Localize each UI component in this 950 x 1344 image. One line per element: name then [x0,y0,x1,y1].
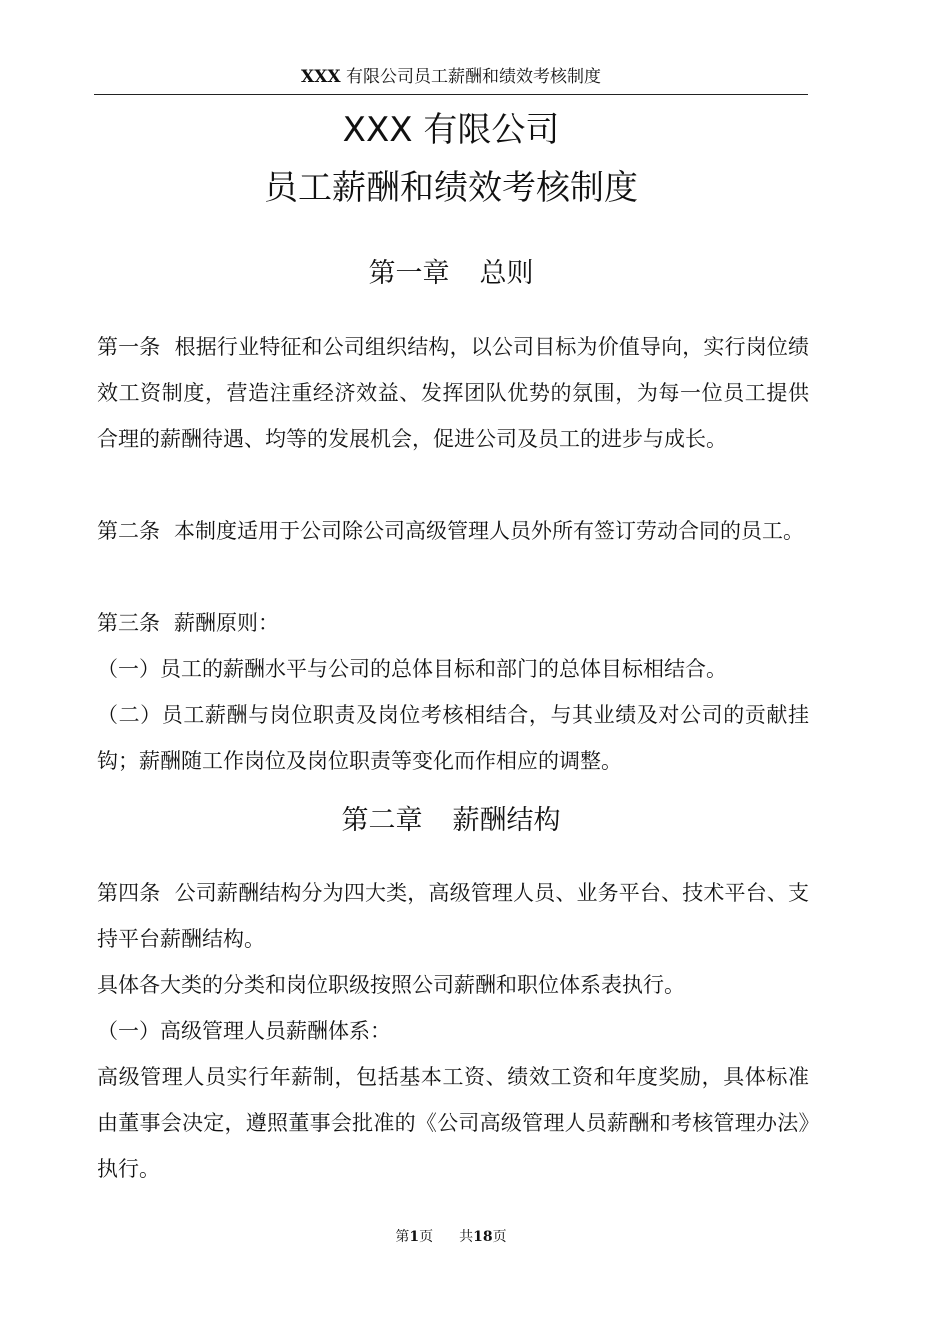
article-1-text: 根据行业特征和公司组织结构，以公司目标为价值导向，实行岗位绩效工资制度，营造注重经济效益、发挥团队优势的氛围，为每一位员工提供合理的薪酬待遇、均等的发展机会，促进公司及员工的进步与成长。 [97,335,810,451]
principle-item-2: （二）员工薪酬与岗位职责及岗位考核相结合，与其业绩及对公司的贡献挂钩；薪酬随工作岗位及岗位职责等变化而作相应的调整。 [97,703,809,773]
footer-page-number: 1 [409,1229,420,1245]
article-2 [97,508,809,554]
header-company: XXX [301,67,341,87]
article-4 [97,870,809,962]
chapter-1-name: 总则 [479,258,534,289]
chapter-2-name: 薪酬结构 [452,805,561,836]
chapter-2-number: 第二章 [341,805,423,836]
chapter-1-heading [94,256,808,292]
paragraph-senior-mgmt-body: 高级管理人员实行年薪制，包括基本工资、绩效工资和年度奖励，具体标准由董事会决定，遵照董事会批准的《公司高级管理人员薪酬和考核管理办法》执行。 [97,1065,809,1181]
footer-total-pages: 18 [473,1229,493,1245]
principle-item-1: （一）员工的薪酬水平与公司的总体目标和部门的总体目标相结合。 [97,657,727,681]
footer-page-suffix: 页 [419,1229,434,1245]
header-rule [94,94,808,95]
chapter-2-heading [94,803,808,839]
article-2-text: 本制度适用于公司除公司高级管理人员外所有签订劳动合同的员工。 [174,519,804,543]
footer-total-prefix: 共 [459,1229,474,1245]
article-3-label: 第三条 [97,611,160,635]
paragraph-senior-mgmt-heading: （一）高级管理人员薪酬体系： [97,1019,391,1043]
article-2-label: 第二条 [97,519,160,543]
document-title-line-2: 员工薪酬和绩效考核制度 [264,168,638,208]
paragraph-classification: 具体各大类的分类和岗位职级按照公司薪酬和职位体系表执行。 [97,973,685,997]
article-1 [97,324,809,462]
footer-page-prefix: 第 [395,1229,410,1245]
article-3-text: 薪酬原则： [174,611,279,635]
article-4-label: 第四条 [97,881,161,905]
running-header [94,66,808,88]
chapter-1-number: 第一章 [368,258,450,289]
page-footer [94,1228,808,1246]
article-3 [97,600,809,646]
header-title: 有限公司员工薪酬和绩效考核制度 [345,67,601,87]
article-4-text: 公司薪酬结构分为四大类，高级管理人员、业务平台、技术平台、支持平台薪酬结构。 [97,881,810,951]
document-title-line-1: XXX 有限公司 [342,110,560,150]
footer-total-suffix: 页 [492,1229,507,1245]
article-1-label: 第一条 [97,335,161,359]
